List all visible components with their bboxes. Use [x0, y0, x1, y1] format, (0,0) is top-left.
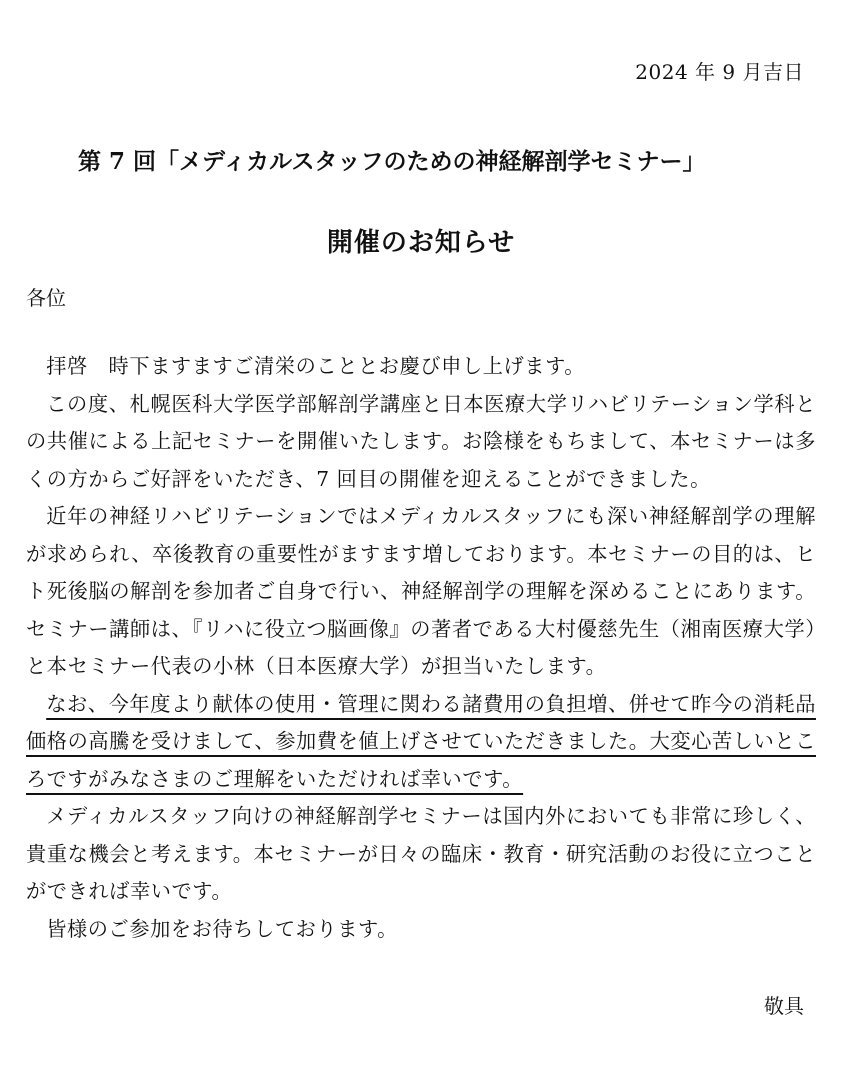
fee-notice-paragraph	[26, 686, 816, 799]
announcement-heading: 開催のお知らせ	[326, 228, 516, 258]
salutation: 各位	[26, 286, 66, 310]
greeting-paragraph: 拝啓 時下ますますご清栄のこととお慶び申し上げます。	[46, 354, 586, 378]
letter-body	[26, 348, 816, 948]
invitation-paragraph: 皆様のご参加をお待ちしております。	[46, 916, 398, 941]
intro-paragraph: この度、札幌医科大学医学部解剖学講座と日本医療大学リハビリテーション学科との共催による上記セミナーを開催いたします。お陰様をもちまして、本セミナーは多くの方からご好評をいただき、7 回目の開催を迎えることができました。	[26, 391, 816, 491]
closing-word: 敬具	[764, 994, 804, 1018]
purpose-paragraph: 近年の神経リハビリテーションではメディカルスタッフにも深い神経解剖学の理解が求められ、卒後教育の重要性がますます増しております。本セミナーの目的は、ヒト死後脳の解剖を参加者ご自身で行い、神経解剖学の理解を深めることにあります。セミナー講師は、『リハに役立つ脳画像』の著者である大村優慈先生（湘南医療大学）と本セミナー代表の小林（日本医療大学）が担当いたします。	[26, 504, 816, 678]
significance-paragraph: メディカルスタッフ向けの神経解剖学セミナーは国内外においても非常に珍しく、貴重な機会と考えます。本セミナーが日々の臨床・教育・研究活動のお役に立つことができれば幸いです。	[26, 804, 817, 903]
issue-date: 2024 年 9 月吉日	[635, 60, 804, 84]
seminar-title: 第 7 回「メディカルスタッフのための神経解剖学セミナー」	[78, 148, 706, 175]
fee-notice-text: なお、今年度より献体の使用・管理に関わる諸費用の負担増、併せて昨今の消耗品価格の高騰を受けまして、参加費を値上げさせていただきました。大変心苦しいところですがみなさまのご理解をいただければ幸いです。	[26, 691, 816, 791]
